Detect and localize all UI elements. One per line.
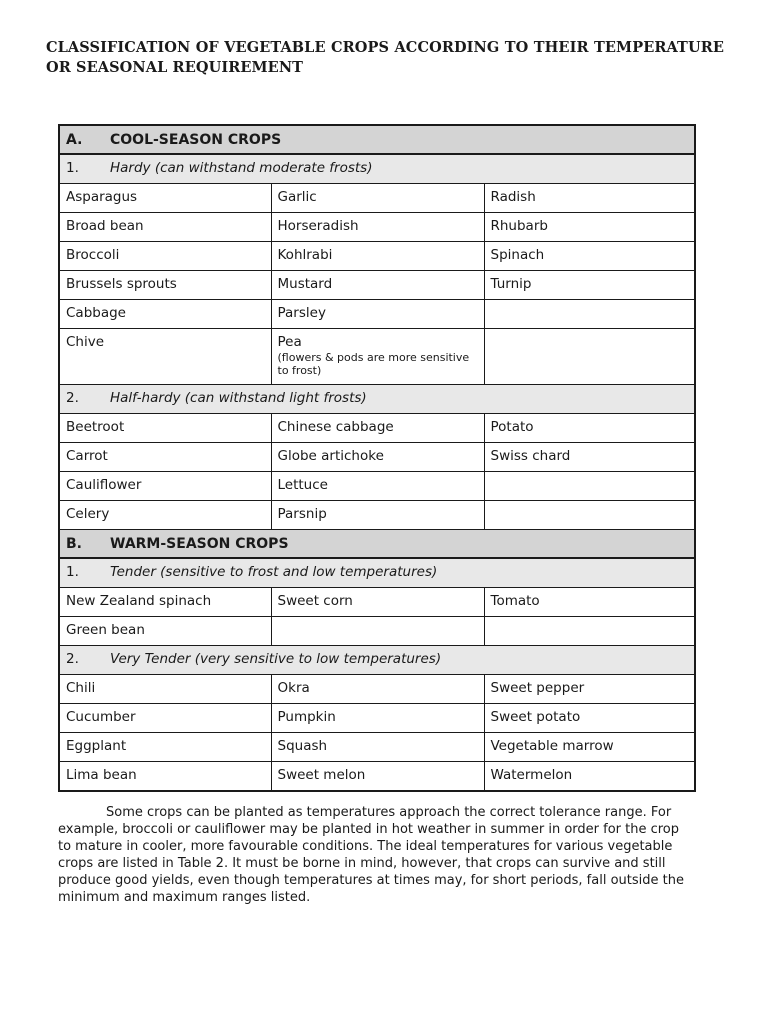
crop-cell <box>484 213 695 242</box>
crop-name: Horseradish <box>277 218 359 234</box>
crop-name: Sweet melon <box>277 767 366 783</box>
table-row <box>59 213 695 242</box>
subgroup-label: Very Tender (very sensitive to low temperatures) <box>110 651 442 667</box>
crop-cell <box>59 588 271 617</box>
table-row <box>59 588 695 617</box>
crop-cell <box>59 300 271 329</box>
crop-cell <box>484 271 695 300</box>
crop-note: (flowers & pods are more sensitive to frost) <box>277 351 470 377</box>
crop-cell <box>59 501 271 530</box>
crop-cell <box>271 501 484 530</box>
crop-name: Parsley <box>277 305 326 321</box>
crop-name: Lettuce <box>277 477 328 493</box>
crop-name: Cauliflower <box>66 477 142 493</box>
crop-name: Chili <box>66 680 96 696</box>
crop-cell <box>484 414 695 443</box>
subgroup-label: Tender (sensitive to frost and low temperatures) <box>110 564 438 580</box>
crop-cell <box>271 472 484 501</box>
crop-cell <box>484 675 695 704</box>
subgroup-number: 2. <box>66 651 79 667</box>
crop-cell <box>484 443 695 472</box>
crop-name: New Zealand spinach <box>66 593 212 609</box>
crop-name: Lima bean <box>66 767 137 783</box>
crop-name: Squash <box>277 738 328 754</box>
crop-cell <box>59 472 271 501</box>
crop-name: Asparagus <box>66 189 138 205</box>
crop-cell <box>484 762 695 792</box>
crop-name: Broad bean <box>66 218 144 234</box>
crop-name: Turnip <box>490 276 532 292</box>
crop-name: Green bean <box>66 622 145 638</box>
crop-cell <box>59 762 271 792</box>
subgroup-cell <box>59 385 695 414</box>
crop-name: Okra <box>277 680 310 696</box>
table-row <box>59 733 695 762</box>
empty-cell <box>484 472 695 501</box>
table-row <box>59 414 695 443</box>
crop-name: Vegetable marrow <box>490 738 614 754</box>
empty-cell <box>484 300 695 329</box>
crop-cell <box>484 704 695 733</box>
section-header-cell <box>59 125 695 154</box>
crop-cell <box>271 242 484 271</box>
crop-cell <box>271 414 484 443</box>
table-row <box>59 329 695 385</box>
crop-cell <box>271 675 484 704</box>
crop-cell <box>59 617 271 646</box>
table-row <box>59 242 695 271</box>
section-letter: B. <box>66 536 82 552</box>
crop-name: Tomato <box>490 593 540 609</box>
subgroup-row <box>59 558 695 588</box>
crop-cell <box>271 443 484 472</box>
document-title: CLASSIFICATION OF VEGETABLE CROPS ACCORDING TO THEIR TEMPERATURE OR SEASONAL REQUIREMENT <box>46 39 724 76</box>
table-row <box>59 184 695 213</box>
crop-cell <box>271 329 484 385</box>
crop-cell <box>59 213 271 242</box>
section-heading: WARM-SEASON CROPS <box>110 536 289 552</box>
crop-name: Garlic <box>277 189 317 205</box>
subgroup-number: 1. <box>66 564 79 580</box>
table-row <box>59 501 695 530</box>
subgroup-cell <box>59 558 695 588</box>
crop-name: Swiss chard <box>490 448 571 464</box>
empty-cell <box>271 617 484 646</box>
crop-cell <box>484 733 695 762</box>
table-row <box>59 617 695 646</box>
crop-name: Mustard <box>277 276 333 292</box>
crop-name: Beetroot <box>66 419 125 435</box>
subgroup-row <box>59 646 695 675</box>
crop-cell <box>59 443 271 472</box>
crop-name: Kohlrabi <box>277 247 333 263</box>
empty-cell <box>484 329 695 385</box>
crop-name: Potato <box>490 419 534 435</box>
crop-cell <box>271 762 484 792</box>
crop-cell <box>271 213 484 242</box>
crop-cell <box>271 271 484 300</box>
table-row <box>59 675 695 704</box>
table-row <box>59 762 695 792</box>
subgroup-label: Half-hardy (can withstand light frosts) <box>110 390 367 406</box>
crop-cell <box>59 414 271 443</box>
crop-cell <box>59 271 271 300</box>
crop-cell <box>59 329 271 385</box>
table-row <box>59 271 695 300</box>
subgroup-row <box>59 385 695 414</box>
crop-cell <box>59 184 271 213</box>
crop-name: Celery <box>66 506 110 522</box>
crop-cell <box>271 184 484 213</box>
crop-cell <box>271 588 484 617</box>
body-paragraph: Some crops can be planted as temperatures approach the correct tolerance range. For example, broccoli or cauliflower may be planted in hot weather in summer in order for the crop to mature in cooler, more favourable conditions. The ideal temperatures for various vegetable crops are listed in Table 2. It must be borne in mind, however, that crops can survive and still produce good yields, even though temperatures at times may, for short periods, fall outside the minimum and maximum ranges listed. <box>58 805 684 905</box>
crop-name: Pumpkin <box>277 709 336 725</box>
empty-cell <box>484 501 695 530</box>
crop-name: Parsnip <box>277 506 327 522</box>
crop-name: Eggplant <box>66 738 127 754</box>
empty-cell <box>484 617 695 646</box>
table-row <box>59 443 695 472</box>
section-letter: A. <box>66 132 83 148</box>
crop-cell <box>484 184 695 213</box>
section-heading: COOL-SEASON CROPS <box>110 132 282 148</box>
table-row <box>59 704 695 733</box>
section-header-row <box>59 530 695 559</box>
table-row <box>59 300 695 329</box>
crop-cell <box>59 733 271 762</box>
crop-cell <box>484 242 695 271</box>
crop-name: Sweet corn <box>277 593 353 609</box>
crop-name: Sweet pepper <box>490 680 585 696</box>
subgroup-label: Hardy (can withstand moderate frosts) <box>110 160 373 176</box>
crop-classification-table <box>58 124 696 792</box>
subgroup-number: 2. <box>66 390 79 406</box>
crop-name: Globe artichoke <box>277 448 384 464</box>
crop-name: Rhubarb <box>490 218 548 234</box>
crop-cell <box>271 704 484 733</box>
subgroup-cell <box>59 646 695 675</box>
section-header-cell <box>59 530 695 559</box>
crop-cell <box>59 242 271 271</box>
section-header-row <box>59 125 695 154</box>
crop-name: Carrot <box>66 448 108 464</box>
crop-name: Watermelon <box>490 767 573 783</box>
crop-name: Cabbage <box>66 305 126 321</box>
crop-name: Spinach <box>490 247 545 263</box>
crop-name: Broccoli <box>66 247 120 263</box>
subgroup-row <box>59 154 695 184</box>
subgroup-number: 1. <box>66 160 79 176</box>
subgroup-cell <box>59 154 695 184</box>
crop-cell <box>271 300 484 329</box>
crop-name: Radish <box>490 189 536 205</box>
crop-name: Sweet potato <box>490 709 581 725</box>
crop-name: Brussels sprouts <box>66 276 177 292</box>
crop-cell <box>271 733 484 762</box>
table-row <box>59 472 695 501</box>
crop-name: Pea <box>277 334 302 350</box>
crop-name: Chinese cabbage <box>277 419 394 435</box>
crop-name: Chive <box>66 334 105 350</box>
crop-cell <box>59 675 271 704</box>
crop-name: Cucumber <box>66 709 136 725</box>
crop-cell <box>484 588 695 617</box>
crop-cell <box>59 704 271 733</box>
